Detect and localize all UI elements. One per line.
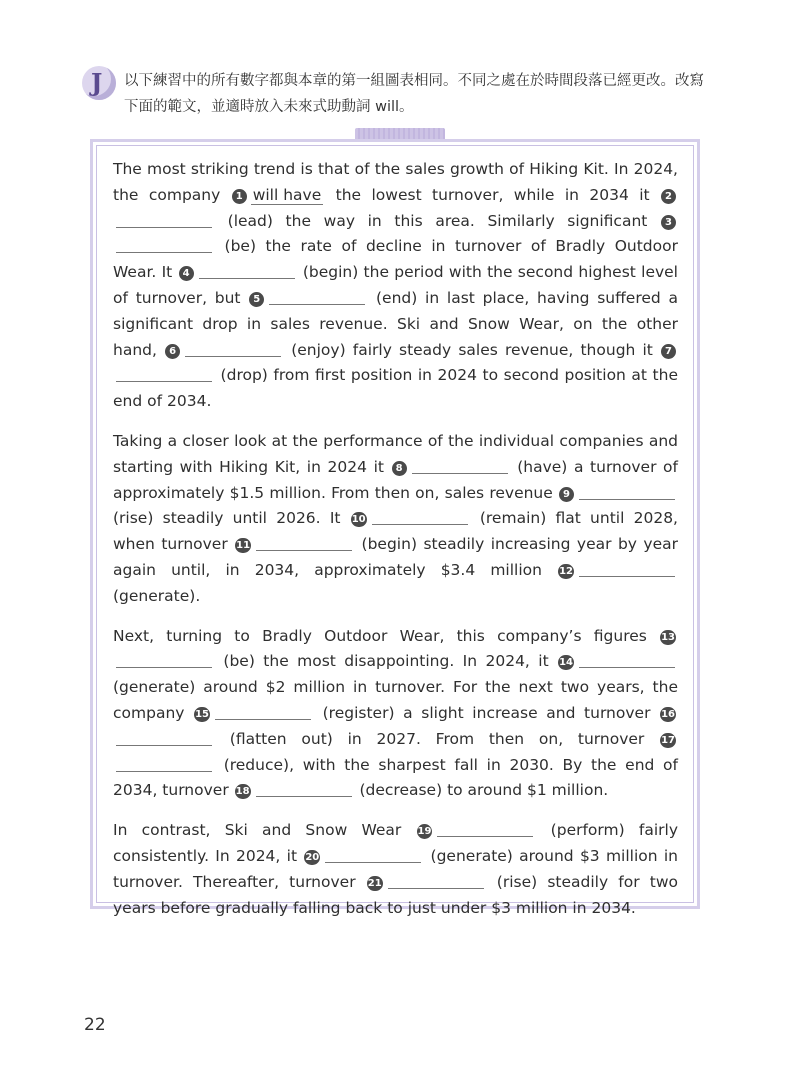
question-number: 17 [661,734,675,746]
exercise-letter-badge: J [82,66,116,100]
answer-blank[interactable] [116,238,212,253]
exercise-instruction: 以下練習中的所有數字都與本章的第一組圖表相同。不同之處在於時間段落已經更改。改寫下面的範文，並適時放入未來式助動詞 will。 [124,73,704,115]
answer-blank[interactable] [116,653,212,668]
question-number: 9 [559,487,574,502]
question-number: 7 [661,344,676,359]
answer-blank[interactable] [372,510,468,525]
paragraph-2: Taking a closer look at the performance of the individual companies and starting with Hiking Kit, in 2024 it 8 (have) a turnover of approximately $1.5 million. From then on, sales revenue 9 (rise) steadily until 2026. It 10 (remain) flat until 2028, when turnover 11 (begin) steadily increasing year by year again until, in 2034, approximately $3.4 million 12 (generate). [113,431,679,605]
question-number: 10 [351,514,366,526]
answer-blank[interactable] [256,536,352,551]
answer-blank[interactable] [199,264,295,279]
question-number: 8 [392,461,407,476]
answer-blank[interactable] [269,290,365,305]
question-number: 5 [249,292,264,307]
question-number: 2 [661,189,676,204]
question-number: 21 [367,877,382,889]
question-number: 16 [661,708,675,720]
paragraph-4: In contrast, Ski and Snow Wear 19 (perform) fairly consistently. In 2024, it 20 (generate) around $3 million in turnover. Thereafter, turnover 21 (rise) steadily for two years before gradually falling back to just under $3 million in 2034. [113,821,679,917]
question-number: 12 [559,565,573,577]
page-number: 22 [84,1015,106,1035]
question-number: 11 [236,540,251,552]
answer-blank[interactable] [579,653,675,668]
question-number: 1 [232,189,247,204]
paragraph-1: The most striking trend is that of the sales growth of Hiking Kit. In 2024, the company 1 will have the lowest turnover, while in 2034 it 2 (lead) the way in this area. Similarly significant 3 (be) the rate of decline in turnover of Bradly Outdoor Wear. It 4 (begin) the period with the second highest level of turnover, but 5 (end) in last place, having suffered a significant drop in sales revenue. Ski and Snow Wear, on the other hand, 6 (enjoy) fairly steady sales revenue, though it 7 (drop) from first position in 2024 to second position at the end of 2034. [113,160,678,411]
question-number: 19 [417,826,432,838]
answer-blank[interactable] [116,757,212,772]
answer-blank[interactable] [116,213,212,228]
example-answer: will have [252,185,322,204]
answer-blank[interactable] [412,459,508,474]
answer-blank[interactable] [388,874,484,889]
answer-blank[interactable] [579,562,675,577]
question-number: 20 [305,851,320,863]
question-number: 15 [195,708,209,720]
question-number: 3 [661,215,676,230]
answer-blank[interactable] [579,485,675,500]
answer-blank[interactable] [437,822,533,837]
paragraph-3: Next, turning to Bradly Outdoor Wear, this company’s figures 13 (be) the most disappointing. In 2024, it 14 (generate) around $2 million in turnover. For the next two years, the company 15 (register) a slight increase and turnover 16 (flatten out) in 2027. From then on, turnover 17 (reduce), with the sharpest fall in 2030. By the end of 2034, turnover 18 (decrease) to around $1 million. [113,626,678,800]
question-number: 18 [235,786,250,798]
question-number: 6 [165,344,180,359]
answer-blank[interactable] [185,342,281,357]
answer-blank[interactable] [325,848,421,863]
exercise-passage [113,157,678,935]
question-number: 14 [559,657,573,669]
answer-blank[interactable] [215,705,311,720]
question-number: 13 [661,631,675,643]
answer-blank[interactable] [256,782,352,797]
question-number: 4 [179,266,194,281]
answer-blank[interactable] [116,731,212,746]
answer-blank[interactable] [116,367,212,382]
